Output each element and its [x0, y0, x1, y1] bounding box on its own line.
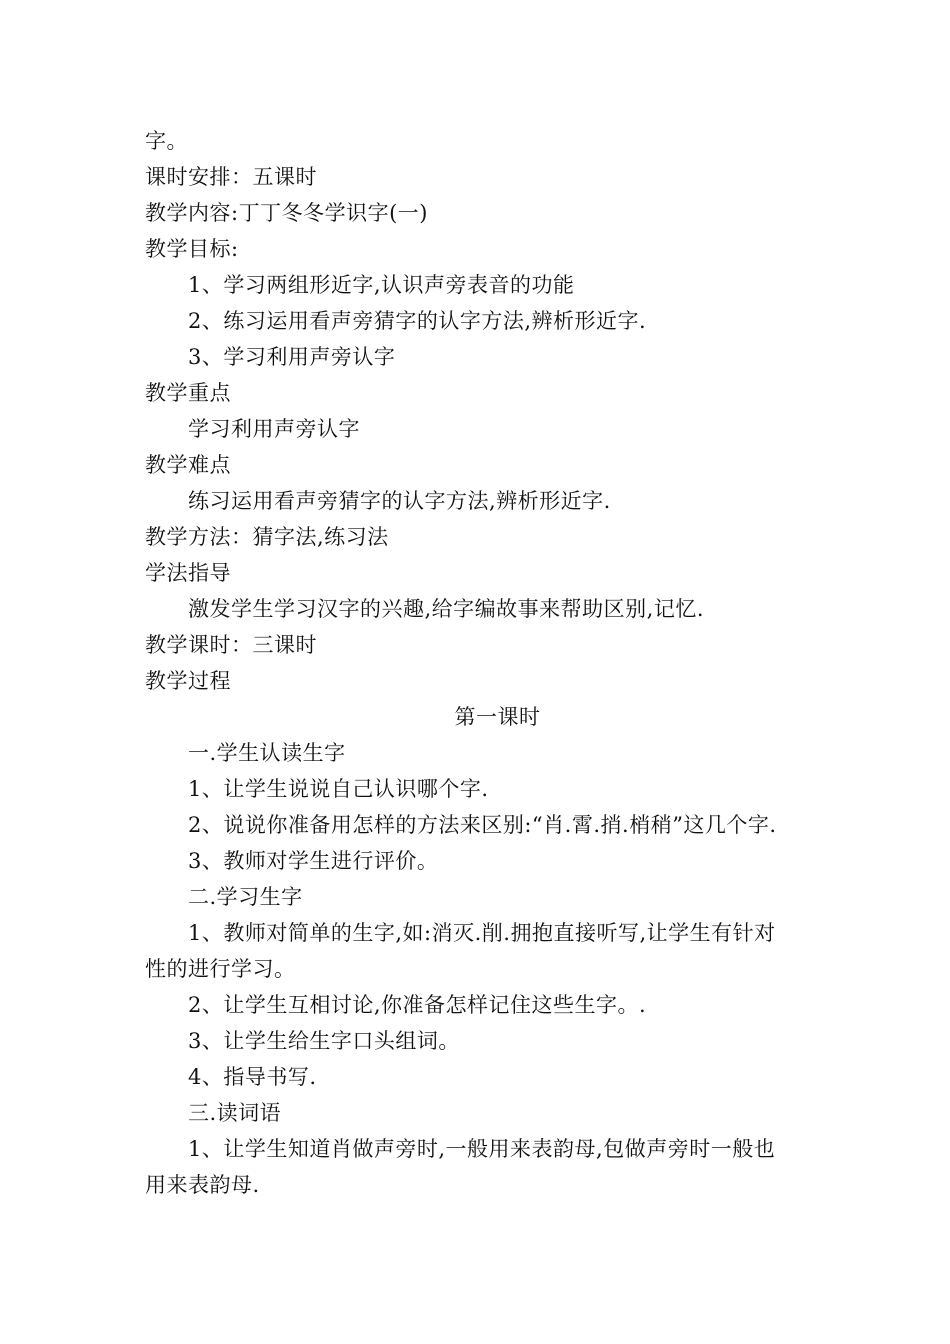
- list-item: 3、教师对学生进行评价。: [188, 849, 439, 873]
- text-line: 教学方法：猜字法,练习法: [145, 525, 389, 549]
- subsection-heading: 三.读词语: [188, 1101, 282, 1125]
- section-heading: 教学目标:: [145, 237, 239, 261]
- section-heading: 教学重点: [145, 381, 231, 405]
- list-item: 3、学习利用声旁认字: [188, 345, 396, 369]
- text-line: 教学课时：三课时: [145, 633, 317, 657]
- section-heading: 教学难点: [145, 453, 231, 477]
- text-line: 激发学生学习汉字的兴趣,给字编故事来帮助区别,记忆.: [188, 597, 705, 621]
- subsection-heading: 二.学习生字: [188, 885, 303, 909]
- lesson-title: 第一课时: [454, 705, 541, 729]
- text-line: 练习运用看声旁猜字的认字方法,辨析形近字.: [188, 489, 611, 513]
- section-heading: 学法指导: [145, 561, 231, 585]
- list-item: 2、说说你准备用怎样的方法来区别:“肖.霄.捎.梢稍”这几个字.: [188, 813, 777, 837]
- list-item: 2、让学生互相讨论,你准备怎样记住这些生字。.: [188, 993, 647, 1017]
- subsection-heading: 一.学生认读生字: [188, 741, 346, 765]
- list-item: 1、让学生说说自己认识哪个字.: [188, 777, 489, 801]
- list-item-continuation: 用来表韵母.: [145, 1173, 260, 1197]
- text-line: 学习利用声旁认字: [188, 417, 360, 441]
- list-item: 1、学习两组形近字,认识声旁表音的功能: [188, 273, 575, 297]
- list-item: 3、让学生给生字口头组词。: [188, 1029, 460, 1053]
- list-item: 1、让学生知道肖做声旁时,一般用来表韵母,包做声旁时一般也: [188, 1137, 776, 1161]
- list-item: 2、练习运用看声旁猜字的认字方法,辨析形近字.: [188, 309, 647, 333]
- text-line: 字。: [145, 129, 188, 153]
- section-heading: 教学过程: [145, 669, 231, 693]
- text-line: 教学内容:丁丁冬冬学识字(一): [145, 201, 428, 225]
- list-item: 4、指导书写.: [188, 1065, 317, 1089]
- list-item: 1、教师对简单的生字,如:消灭.削.拥抱直接听写,让学生有针对: [188, 921, 776, 945]
- list-item-continuation: 性的进行学习。: [145, 957, 296, 981]
- text-line: 课时安排：五课时: [145, 165, 317, 189]
